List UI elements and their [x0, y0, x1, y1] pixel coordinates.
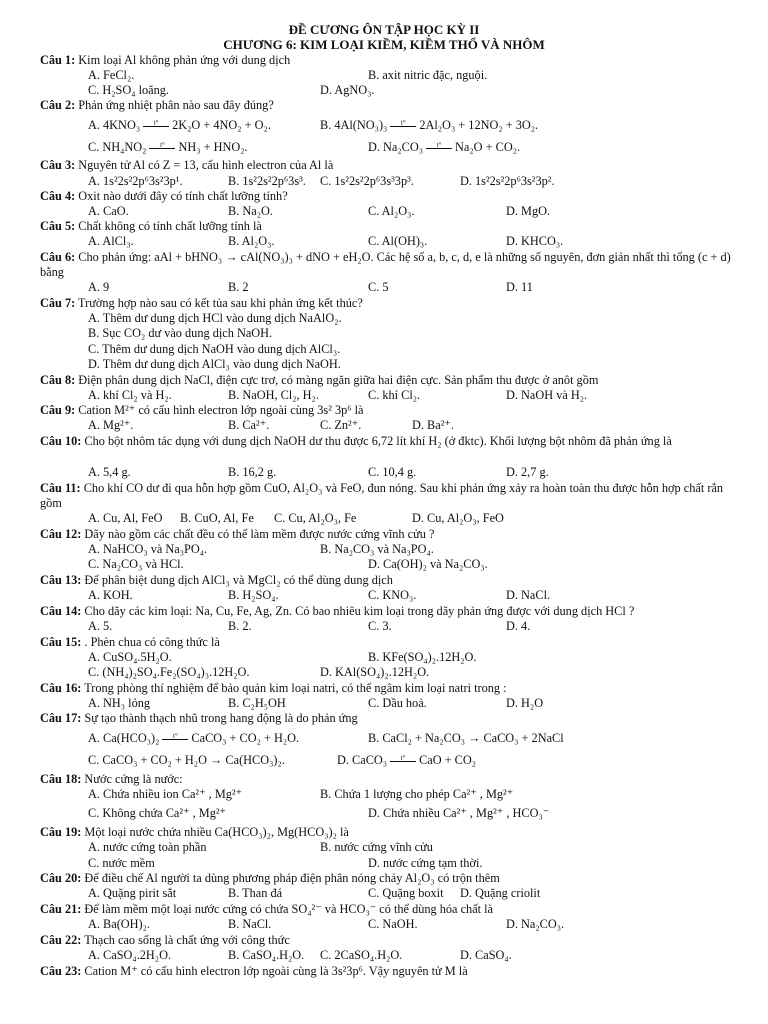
question-text: Nước cứng là nước:: [84, 772, 183, 786]
option-c: C. nước mềm: [88, 856, 155, 870]
option-d: D. NaOH và H₂.: [506, 388, 588, 402]
option-d: D. KAl(SO₄)₂.12H₂O.: [320, 665, 430, 679]
option-b: B. CaCl₂ + Na₂CO₃ → CaCO₃ + 2NaCl: [368, 731, 564, 745]
option-a: A. 4KNO₃ t° 2K₂O + 4NO₂ + O₂.: [88, 118, 271, 132]
question-label: Câu 6:: [40, 250, 76, 264]
question-label: Câu 18:: [40, 772, 82, 786]
question-label: Câu 1:: [40, 53, 76, 67]
heat-arrow: t°: [149, 142, 175, 149]
option-a: A. 1s²2s²2p⁶3s²3p¹.: [88, 174, 183, 188]
question-label: Câu 20:: [40, 871, 82, 885]
question-6: [40, 250, 740, 280]
question-label: Câu 8:: [40, 373, 76, 387]
option-a: A. AlCl₃.: [88, 234, 134, 248]
option-a: A. Cu, Al, FeO: [88, 511, 163, 525]
option-c: C. Dầu hoả.: [368, 696, 427, 710]
option-b: B. NaOH, Cl₂, H₂.: [228, 388, 319, 402]
question-text: Để điều chế Al người ta dùng phương pháp điện phân nóng chảy Al₂O₃ có trộn thêm: [84, 871, 500, 885]
option-c: C. Al₂O₃.: [368, 204, 415, 218]
question-label: Câu 14:: [40, 604, 82, 618]
question-17: [40, 711, 740, 726]
question-label: Câu 4:: [40, 189, 76, 203]
question-text: Oxit nào dưới đây có tính chất lưỡng tính?: [78, 189, 288, 203]
option-d: D. Thêm dư dung dịch AlCl₃ vào dung dịch NaOH.: [88, 357, 341, 371]
option-b: B. NaCl.: [228, 917, 272, 931]
question-label: Câu 7:: [40, 296, 76, 310]
heat-arrow: t°: [390, 120, 416, 127]
question-text: Chất không có tính chất lưỡng tính là: [78, 219, 262, 233]
question-10: [40, 434, 740, 449]
question-label: Câu 2:: [40, 98, 76, 112]
question-22: [40, 933, 740, 948]
option-d: D. 11: [506, 280, 533, 294]
heat-arrow: t°: [390, 755, 416, 762]
option-d: D. Cu, Al₂O₃, FeO: [412, 511, 504, 525]
option-a: A. Mg²⁺.: [88, 418, 134, 432]
option-d: D. H₂O: [506, 696, 544, 710]
option-a: A. Chứa nhiều ion Ca²⁺ , Mg²⁺: [88, 787, 243, 801]
option-c: C. Cu, Al₂O₃, Fe: [274, 511, 357, 525]
option-b: B. CuO, Al, Fe: [180, 511, 254, 525]
option-d: D. Ca(OH)₂ và Na₂CO₃.: [368, 557, 488, 571]
option-c: C. 1s²2s²2p⁶3s³3p³.: [320, 174, 414, 188]
question-1: [40, 53, 740, 68]
question-label: Câu 22:: [40, 933, 82, 947]
question-label: Câu 10:: [40, 434, 82, 448]
option-c: C. Zn²⁺.: [320, 418, 362, 432]
option-b: B. 4Al(NO₃)₃ t° 2Al₂O₃ + 12NO₂ + 3O₂.: [320, 118, 539, 132]
question-text: Nguyên tử Al có Z = 13, cấu hình electron của Al là: [78, 158, 334, 172]
option-b: B. Chứa 1 lượng cho phép Ca²⁺ , Mg²⁺: [320, 787, 514, 801]
question-text: Kim loại Al không phản ứng với dung dịch: [78, 53, 291, 67]
question-text: . Phèn chua có công thức là: [84, 635, 220, 649]
chapter-title: CHƯƠNG 6: KIM LOẠI KIỀM, KIỀM THỔ VÀ NHÔM: [223, 37, 545, 52]
option-c: C. Al(OH)₃.: [368, 234, 428, 248]
question-14: [40, 604, 740, 619]
option-a: A. NaHCO₃ và Na₃PO₄.: [88, 542, 208, 556]
question-label: Câu 23:: [40, 964, 82, 978]
option-c: C. 3.: [368, 619, 392, 633]
question-2: [40, 98, 740, 113]
question-21: [40, 902, 740, 917]
option-b: B. Al₂O₃.: [228, 234, 275, 248]
option-d: D. Quặng criolit: [460, 886, 541, 900]
question-11: [40, 481, 740, 511]
question-text: Điện phân dung dịch NaCl, điện cực trơ, có màng ngăn giữa hai điện cực. Sản phẩm thu được ở anôt gồm: [78, 373, 599, 387]
question-label: Câu 5:: [40, 219, 76, 233]
option-d: D. CaCO₃ t° CaO + CO₂: [337, 753, 477, 767]
option-d: D. NaCl.: [506, 588, 551, 602]
option-a: A. Ba(OH)₂.: [88, 917, 151, 931]
heat-arrow: t°: [426, 142, 452, 149]
option-a: A. CuSO₄.5H₂O.: [88, 650, 172, 664]
question-15: [40, 635, 740, 650]
option-a: A. CaO.: [88, 204, 129, 218]
option-a: A. KOH.: [88, 588, 133, 602]
option-d: D. Na₂CO₃.: [506, 917, 565, 931]
option-a: A. Ca(HCO₃)₂ t° CaCO₃ + CO₂ + H₂O.: [88, 731, 300, 745]
question-label: Câu 12:: [40, 527, 82, 541]
question-text: Trường hợp nào sau có kết tủa sau khi phản ứng kết thúc?: [78, 296, 363, 310]
question-text: Cho bột nhôm tác dụng với dung dịch NaOH dư thu được 6,72 lít khí H₂ (ở đktc). Khối lượng bột nhôm đã phản ứng là: [84, 434, 672, 448]
option-c: C. 10,4 g.: [368, 465, 417, 479]
option-c: C. Thêm dư dung dịch NaOH vào dung dịch AlCl₃.: [88, 342, 341, 356]
question-text: Cation M⁺ có cấu hình electron lớp ngoài cùng là 3s²3p⁶. Vậy nguyên tử M là: [84, 964, 468, 978]
option-c: C. 2CaSO₄.H₂O.: [320, 948, 403, 962]
question-label: Câu 16:: [40, 681, 82, 695]
question-text: Sự tạo thành thạch nhũ trong hang động là do phản ứng: [84, 711, 358, 725]
option-a: A. khí Cl₂ và H₂.: [88, 388, 172, 402]
option-d: D. Na₂CO₃ t° Na₂O + CO₂.: [368, 140, 521, 154]
option-d: D. 4.: [506, 619, 531, 633]
option-a: A. FeCl₂.: [88, 68, 135, 82]
question-8: [40, 373, 740, 388]
question-label: Câu 19:: [40, 825, 82, 839]
question-text: Dãy nào gồm các chất đều có thể làm mềm được nước cứng vĩnh cửu ?: [84, 527, 435, 541]
option-d: D. nước cứng tạm thời.: [368, 856, 483, 870]
question-text: Cho khí CO dư đi qua hỗn hợp gồm CuO, Al₂O₃ và FeO, đun nóng. Sau khi phản ứng xảy ra hoàn toàn thu được hỗn hợp chất rắn gồm: [40, 481, 724, 510]
option-d: D. AgNO₃.: [320, 83, 375, 97]
question-9: [40, 403, 740, 418]
option-a: A. NH₃ lỏng: [88, 696, 151, 710]
option-c: C. Quặng boxit: [368, 886, 444, 900]
question-7: [40, 296, 740, 311]
question-23: [40, 964, 740, 979]
option-a: A. 5.: [88, 619, 113, 633]
option-d: D. 2,7 g.: [506, 465, 549, 479]
question-5: [40, 219, 740, 234]
option-d: D. 1s²2s²2p⁶3s²3p².: [460, 174, 555, 188]
question-label: Câu 15:: [40, 635, 82, 649]
question-3: [40, 158, 740, 173]
option-c: C. (NH₄)₂SO₄.Fe₂(SO₄)₃.12H₂O.: [88, 665, 250, 679]
question-text: Một loại nước chứa nhiều Ca(HCO₃)₂, Mg(HCO₃)₂ là: [84, 825, 349, 839]
exam-title: ĐỀ CƯƠNG ÔN TẬP HỌC KỲ II: [288, 22, 480, 37]
option-a: A. 5,4 g.: [88, 465, 131, 479]
question-12: [40, 527, 740, 542]
option-d: D. Ba²⁺.: [412, 418, 454, 432]
question-text: Cho phản ứng: aAl + bHNO₃ → cAl(NO₃)₃ + dNO + eH₂O. Các hệ số a, b, c, d, e là những số nguyên, đơn giản nhất thì tổng (c + d) bằng: [40, 250, 731, 279]
option-c: C. Không chứa Ca²⁺ , Mg²⁺: [88, 806, 227, 820]
question-19: [40, 825, 740, 840]
option-b: B. Than đá: [228, 886, 283, 900]
option-a: A. nước cứng toàn phần: [88, 840, 207, 854]
question-20: [40, 871, 740, 886]
question-text: Để làm mềm một loại nước cứng có chứa SO₄²⁻ và HCO₃⁻ có thể dùng hóa chất là: [84, 902, 494, 916]
option-d: D. MgO.: [506, 204, 551, 218]
option-b: B. Na₂CO₃ và Na₃PO₄.: [320, 542, 434, 556]
option-c: C. Na₂CO₃ và HCl.: [88, 557, 184, 571]
question-text: Phản ứng nhiệt phân nào sau đây đúng?: [78, 98, 274, 112]
option-d: D. KHCO₃.: [506, 234, 564, 248]
question-label: Câu 17:: [40, 711, 82, 725]
option-a: A. Thêm dư dung dịch HCl vào dung dịch NaAlO₂.: [88, 311, 342, 325]
option-d: D. CaSO₄.: [460, 948, 512, 962]
option-b: B. nước cứng vĩnh cửu: [320, 840, 433, 854]
heat-arrow: t°: [162, 733, 188, 740]
option-b: B. axit nitric đặc, nguội.: [368, 68, 488, 82]
option-b: B. 2.: [228, 619, 252, 633]
question-label: Câu 9:: [40, 403, 76, 417]
option-b: B. C₂H₅OH: [228, 696, 286, 710]
option-b: B. 16,2 g.: [228, 465, 277, 479]
option-b: B. 2: [228, 280, 249, 294]
question-16: [40, 681, 740, 696]
option-b: B. KFe(SO₄)₂.12H₂O.: [368, 650, 477, 664]
option-b: B. Na₂O.: [228, 204, 273, 218]
option-c: C. NaOH.: [368, 917, 418, 931]
option-b: B. Ca²⁺.: [228, 418, 270, 432]
option-d: D. Chứa nhiều Ca²⁺ , Mg²⁺ , HCO₃⁻: [368, 806, 550, 820]
option-b: B. Sục CO₂ dư vào dung dịch NaOH.: [88, 326, 273, 340]
option-a: A. Quặng pirit sắt: [88, 886, 177, 900]
option-c: C. CaCO₃ + CO₂ + H₂O → Ca(HCO₃)₂.: [88, 753, 285, 767]
question-text: Để phân biệt dung dịch AlCl₃ và MgCl₂ có thể dùng dung dịch: [84, 573, 393, 587]
option-c: C. H₂SO₄ loãng.: [88, 83, 169, 97]
question-label: Câu 11:: [40, 481, 81, 495]
option-c: C. 5: [368, 280, 389, 294]
option-b: B. H₂SO₄.: [228, 588, 279, 602]
option-a: A. 9: [88, 280, 110, 294]
question-label: Câu 3:: [40, 158, 76, 172]
question-label: Câu 21:: [40, 902, 82, 916]
question-text: Cation M²⁺ có cấu hình electron lớp ngoài cùng 3s² 3p⁶ là: [78, 403, 364, 417]
option-c: C. KNO₃.: [368, 588, 417, 602]
question-text: Cho dãy các kim loại: Na, Cu, Fe, Ag, Zn. Có bao nhiêu kim loại trong dãy phản ứng được với dung dịch HCl ?: [84, 604, 635, 618]
question-13: [40, 573, 740, 588]
question-text: Trong phòng thí nghiệm để bảo quản kim loại natri, có thể ngâm kim loại natri trong :: [84, 681, 507, 695]
heat-arrow: t°: [143, 120, 169, 127]
option-b: B. 1s²2s²2p⁶3s³.: [228, 174, 306, 188]
option-b: B. CaSO₄.H₂O.: [228, 948, 305, 962]
question-label: Câu 13:: [40, 573, 82, 587]
option-c: C. NH₄NO₂ t° NH₃ + HNO₂.: [88, 140, 248, 154]
question-4: [40, 189, 740, 204]
option-a: A. CaSO₄.2H₂O.: [88, 948, 172, 962]
question-text: Thạch cao sống là chất ứng với công thức: [84, 933, 290, 947]
option-c: C. khí Cl₂.: [368, 388, 421, 402]
question-18: [40, 772, 740, 787]
